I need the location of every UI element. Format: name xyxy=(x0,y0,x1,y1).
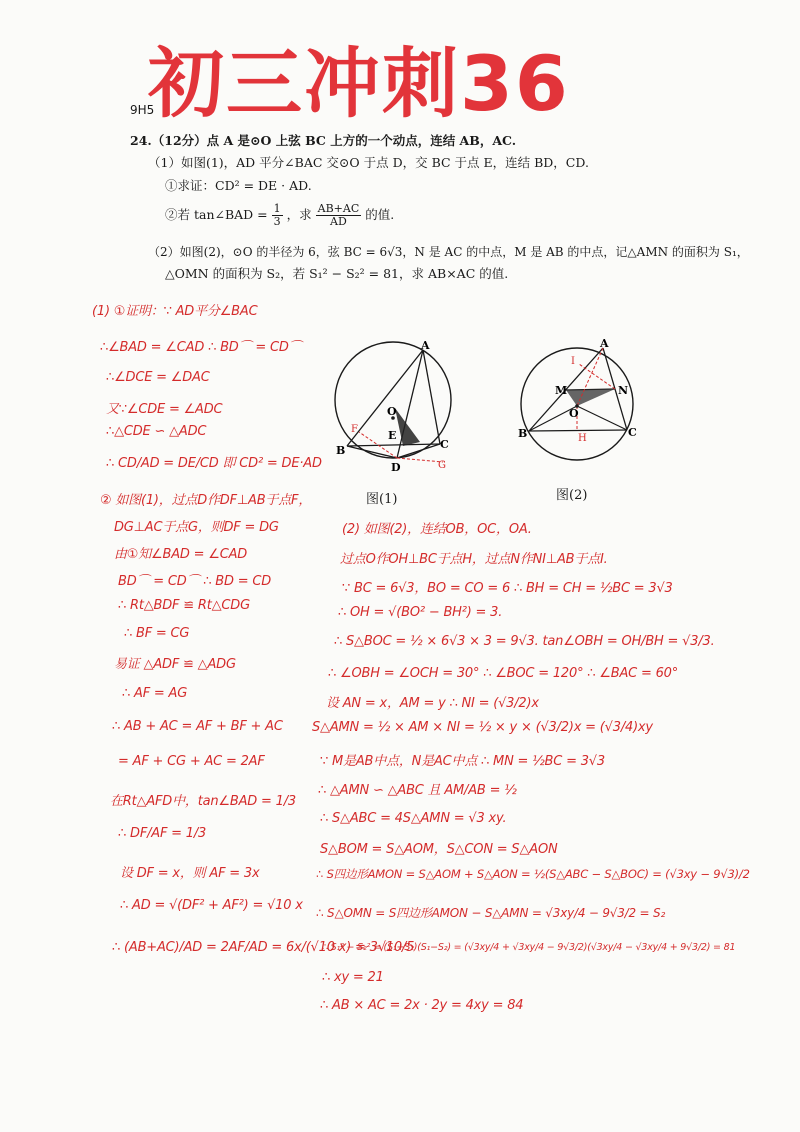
solution-right-line: ∴ S△OMN = S四边形AMON − S△AMN = √3xy/4 − 9√3/2 = S₂ xyxy=(316,906,666,920)
figure-1-diagram xyxy=(325,338,465,478)
fig1-label-c: C xyxy=(440,438,449,451)
solution-right-line: ∴ △AMN ∽ △ABC 且 AM/AB = ½ xyxy=(318,783,517,798)
solution-right-line: 过点O作OH⊥BC于点H，过点N作NI⊥AB于点I. xyxy=(340,552,608,567)
fig2-label-h: H xyxy=(578,433,587,444)
solution-left-line: (1) ①证明：∵ AD平分∠BAC xyxy=(92,304,258,319)
fig2-line-bc xyxy=(529,430,627,431)
fig1-line-cd xyxy=(397,444,440,458)
solution-left-line: ∴ AD = √(DF² + AF²) = √10 x xyxy=(120,898,303,913)
fig1-label-o: O xyxy=(387,405,397,418)
fig2-label-c: C xyxy=(628,426,637,439)
problem-part1-ii-a: ②若 tan∠BAD = xyxy=(165,207,268,222)
fig1-label-d: D xyxy=(391,461,401,474)
solution-left-line: = AF + CG + AC = 2AF xyxy=(118,754,265,769)
solution-right-line: ∴ S₁² − S₂² = (S₁+S₂)(S₁−S₂) = (√3xy/4 + √3xy/4 − 9√3/2)(√3xy/4 − √3xy/4 + 9√3/2) = 81 xyxy=(322,942,736,953)
fraction-one-third xyxy=(272,203,283,228)
fig2-shaded-omn xyxy=(566,389,615,406)
solution-left-line: ∴ AF = AG xyxy=(122,686,188,701)
solution-left-line: ∴∠BAD = ∠CAD ∴ BD⌒ = CD⌒ xyxy=(100,340,302,355)
solution-left-line: ∴∠DCE = ∠DAC xyxy=(106,370,210,385)
solution-left-line: BD⌒ = CD⌒ ∴ BD = CD xyxy=(118,574,272,589)
fig1-label-g: G xyxy=(438,460,446,471)
figure-1-caption: 图(1) xyxy=(366,492,398,507)
solution-left-line: 在Rt△AFD中，tan∠BAD = 1/3 xyxy=(110,794,296,809)
solution-left-line: ∴ CD/AD = DE/CD 即 CD² = DE·AD xyxy=(106,456,322,471)
solution-left-line: ∴ (AB+AC)/AD = 2AF/AD = 6x/(√10 x) = 3√10/5 xyxy=(112,940,415,955)
fig2-label-n: N xyxy=(618,384,629,397)
fraction-ab-ac-over-ad xyxy=(316,203,362,228)
fig2-line-oc xyxy=(577,406,627,430)
frac2-den: AD xyxy=(330,215,347,228)
solution-left-line: ∴ BF = CG xyxy=(124,626,190,641)
problem-head: 24.（12分）点 A 是⊙O 上弦 BC 上方的一个动点，连结 AB，AC. xyxy=(130,133,517,148)
fig2-line-ni xyxy=(579,364,615,389)
solution-left-line: ② 如图(1)，过点D作DF⊥AB于点F， xyxy=(100,493,312,508)
solution-left-line: 易证 △ADF ≌ △ADG xyxy=(114,657,236,672)
fig1-line-ac xyxy=(423,350,440,444)
fig1-line-dg xyxy=(397,458,443,462)
frac2-num: AB+AC xyxy=(317,202,360,215)
fig1-label-a: A xyxy=(421,339,430,352)
solution-left-line: ∴ DF/AF = 1/3 xyxy=(118,826,207,841)
fig1-line-bc xyxy=(347,444,440,446)
problem-part1-ii-c: 的值. xyxy=(365,207,395,222)
solution-right-line: ∵ M是AB中点，N是AC中点 ∴ MN = ½BC = 3√3 xyxy=(320,754,605,769)
problem-part2-b: △OMN 的面积为 S₂，若 S₁² − S₂² = 81，求 AB×AC 的值. xyxy=(165,266,509,281)
problem-part2-a: （2）如图(2)，⊙O 的半径为 6，弦 BC = 6√3，N 是 AC 的中点，M 是 AB 的中点，记△AMN 的面积为 S₁， xyxy=(148,245,749,259)
fig1-label-b: B xyxy=(336,444,346,457)
frac-den: 3 xyxy=(273,215,281,228)
fig1-label-f: F xyxy=(351,424,358,435)
problem-part1: （1）如图(1)，AD 平分∠BAC 交⊙O 于点 D，交 BC 于点 E，连结 BD，CD. xyxy=(148,155,589,170)
solution-left-line: 又∵∠CDE = ∠ADC xyxy=(106,402,223,417)
solution-right-line: ∴ S△BOC = ½ × 6√3 × 3 = 9√3. tan∠OBH = OH/BH = √3/3. xyxy=(334,634,715,649)
solution-right-line: ∴ S四边形AMON = S△AOM + S△AON = ½(S△ABC − S△BOC) = (√3xy − 9√3)/2 xyxy=(316,867,750,881)
solution-right-line: S△BOM = S△AOM，S△CON = S△AON xyxy=(320,842,558,857)
problem-part1-i: ①求证：CD² = DE · AD. xyxy=(165,178,312,193)
solution-left-line: 由①知∠BAD = ∠CAD xyxy=(114,547,248,562)
solution-left-line: 设 DF = x，则 AF = 3x xyxy=(120,866,260,881)
fig2-label-m: M xyxy=(555,384,568,397)
solution-left-line: ∴△CDE ∽ △ADC xyxy=(106,424,207,439)
frac-num: 1 xyxy=(273,202,281,215)
problem-part1-ii xyxy=(165,203,394,228)
page-code: 9H5 xyxy=(130,103,155,117)
fig2-label-i: I xyxy=(571,356,575,367)
banner-title: 初三冲刺36 xyxy=(148,39,570,128)
solution-right-line: ∵ BC = 6√3，BO = CO = 6 ∴ BH = CH = ½BC = 3√3 xyxy=(342,581,673,596)
solution-right-line: 设 AN = x，AM = y ∴ NI = (√3/2)x xyxy=(326,696,539,711)
solution-right-line: ∴ S△ABC = 4S△AMN = √3 xy. xyxy=(320,811,507,826)
solution-right-line: ∴ AB × AC = 2x · 2y = 4xy = 84 xyxy=(320,998,524,1013)
solution-left-line: ∴ Rt△BDF ≌ Rt△CDG xyxy=(118,598,250,613)
solution-right-line: ∴ OH = √(BO² − BH²) = 3. xyxy=(338,605,503,620)
solution-right-line: ∴ ∠OBH = ∠OCH = 30° ∴ ∠BOC = 120° ∴ ∠BAC = 60° xyxy=(328,666,679,681)
solution-right-line: S△AMN = ½ × AM × NI = ½ × y × (√3/2)x = (√3/4)xy xyxy=(312,720,653,735)
fig1-label-e: E xyxy=(388,429,397,442)
solution-left-line: ∴ AB + AC = AF + BF + AC xyxy=(112,719,283,734)
solution-right-line: (2) 如图(2)，连结OB，OC，OA. xyxy=(342,522,532,537)
solution-left-line: DG⊥AC于点G，则DF = DG xyxy=(114,520,279,535)
fig2-label-o: O xyxy=(569,407,579,420)
fig2-label-a: A xyxy=(600,337,609,350)
fig1-line-bd xyxy=(347,446,397,458)
solution-right-line: ∴ xy = 21 xyxy=(322,970,384,985)
figure-2-diagram xyxy=(515,334,650,474)
figure-2-caption: 图(2) xyxy=(556,488,588,503)
problem-part1-ii-b: ，求 xyxy=(286,207,312,222)
fig2-label-b: B xyxy=(518,427,528,440)
